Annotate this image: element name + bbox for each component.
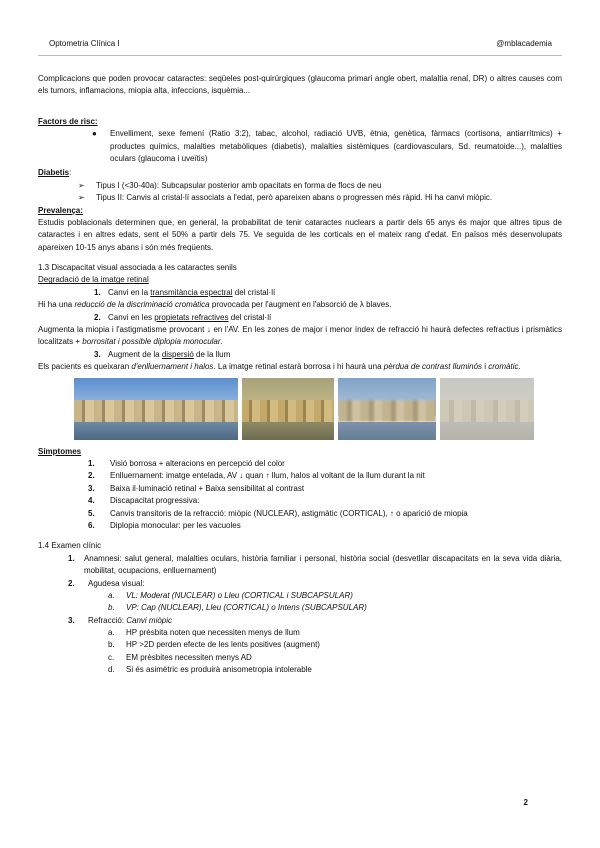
s13-paragraph-1: Hi ha una reducció de la discriminació cromàtica provocada per l'augment en l'absorció de λ blaves. [38, 300, 392, 310]
image-blurred-vision [338, 378, 436, 440]
header-title: Optometria Clínica I [49, 39, 120, 48]
exam-item-1: 1. Anamnesi: salut general, malalties oculars, història familiar i personal, història social (desvetllar discapacitats en la seva vida diària, mobilitat, ocupacions, enlluernament) [68, 553, 562, 576]
bullet-icon: ● [92, 129, 97, 139]
exam-item-3: 3. Refracció: Canvi miòpic [68, 615, 173, 625]
s13-paragraph-2: Augmenta la miopia i l'astigmatisme provocant ↓ en l'AV. En les zones de major i menor índex de refracció hi haurà defectes refractius i prismàtics localitzats + borrositat i possible diplopia monocular. [38, 325, 562, 347]
list-item: 4. Discapacitat progressiva: [88, 496, 200, 506]
header-handle: @mblacademia [496, 39, 552, 48]
section-1-3-subheading: Degradació de la imatge retinal [38, 275, 149, 285]
s13-item-3: 3. Augment de la dispersió de la llum [94, 349, 231, 359]
cataract-simulation-images [74, 378, 562, 440]
image-clear-vision [74, 378, 238, 440]
exam-item-2: 2. Agudesa visual: [68, 578, 145, 588]
refraction-sublist [108, 627, 562, 677]
risk-heading: Factors de risc: [38, 116, 98, 126]
arrow-icon: ➢ [78, 180, 85, 190]
list-item: 1. Visió borrosa + alteracions en percepció del color [88, 458, 285, 468]
visual-acuity-sublist [108, 590, 562, 615]
page-content: Complicacions que poden provocar cataractes: seqüeles post-quirúrgiques (glaucoma primari angle obert, malaltia renal, DR) o altres causes com els tumors, inflamacions, miopia alta, infeccions, isquèmia... Factors de risc: ● Envelliment, sexe femení (Ratio 3:2), tabac, alcohol, radiació UVB, ètnia, genètica, fàrmacs (cortisona, antiarrítmics) + productes químics, malalties metabòliques (diabetis), malalties sistèmiques (cardiovasculars, Sd. reumatoide...), malalties oculars (glaucoma i uveïtis) Diabetis: ➢ Tipus I (<30-40a): Subcapsular posterior amb opacitats en forma de flocs de neu ➢ Tipus II: Canvis al cristal·lí associats a l'edat, però apareixen abans o progressen més ràpid. Hi ha canvi miòpic. Prevalença: Estudis poblacionals determinen que, en general, la probabilitat de tenir cataractes nuclears a partir dels 65 anys és major que altres tipus de cataractes i en altres edats, sent el 50% a partir dels 75. Ve seguida de les corticals en el mateix rang d'edat. En països més desenvolupats apareixen 10-15 anys abans i són més freqüents. 1.3 Discapacitat visual associada a les cataractes senils Degradació de la imatge retinal 1. Canvi en la transmitància espectral del cristal·lí Hi ha una reducció de la discriminació cromàtica provocada per l'augment en l'absorció de λ blaves. 2. Canvi en les propietats refractives del cristal·lí Augmenta la miopia i l'astigmatisme provocant ↓ en l'AV. En les zones de major i menor índex de refracció hi haurà defectes refractius i prismàtics localitzats + borrositat i possible diplopia monocular. 3. Augment de la dispersió de la llum Els pacients es queixaran d'enlluernament i halos. La imatge retinal estarà borrosa i hi haurà una pèrdua de contrast lluminós i cromàtic. Símptomes 1. Visió borrosa + alteracions en percepció del color 2. Enlluernament: imatge entelada, AV ↓ quan ↑ llum, halos al voltant de la llum durant la nit 3. Baixa il·luminació retinal + Baixa sensibilitat al contrast 4. Discapacitat progressiva: 5. Canvis transitoris de la refracció: miòpic (NUCLEAR), astigmàtic (CORTICAL), ↑ o aparició de miopia 6. Diplopia monocular: per les vacuoles 1.4 Examen clínic 1. Anamnesi: salut general, malalties oculars, història familiar i personal, història social (desvetllar discapacitats en la seva vida diària, mobilitat, ocupacions, enlluernament) 2. Agudesa visual: a. VL: Moderat (NUCLEAR) o Lleu (CORTICAL i SUBCAPSULAR) b. VP: Cap (NUCLEAR), Lleu (CORTICAL) o Intens (SUBCAPSULAR) 3. Refracció: Canvi miòpic a. HP prèsbita noten que necessiten menys de llum b. HP >2D perden efecte de les lents positives (augment) c. EM prèsbites necessiten menys AD d. Si és asimètric es produirà anisometropia intolerable [38, 73, 562, 677]
list-item: b. VP: Cap (NUCLEAR), Lleu (CORTICAL) o Intens (SUBCAPSULAR) [108, 603, 367, 613]
s13-item-1: 1. Canvi en la transmitància espectral del cristal·lí [94, 287, 276, 297]
diabetes-text-1: Tipus I (<30-40a): Subcapsular posterior amb opacitats en forma de flocs de neu [96, 180, 382, 190]
prevalence-heading: Prevalença: [38, 205, 83, 215]
list-item: 3. Baixa il·luminació retinal + Baixa sensibilitat al contrast [88, 483, 305, 493]
section-1-4-title: 1.4 Examen clínic [38, 541, 102, 551]
risk-item [92, 128, 562, 165]
s13-paragraph-3: Els pacients es queixaran d'enlluernament i halos. La imatge retinal estarà borrosa i hi haurà una pèrdua de contrast lluminós i cromàtic. [38, 362, 521, 372]
risk-text: Envelliment, sexe femení (Ratio 3:2), tabac, alcohol, radiació UVB, ètnia, genètica, fàrmacs (cortisona, antiarrítmics) + productes químics, malalties metabòliques (diabetis), malalties sistèmiques (cardiovasculars, Sd. reumatoide...), malalties oculars (glaucoma i uveïtis) [110, 129, 562, 163]
list-item: b. HP >2D perden efecte de les lents positives (augment) [108, 640, 320, 650]
arrow-icon: ➢ [78, 193, 85, 203]
header-rule [38, 55, 562, 56]
s13-item-2: 2. Canvi en les propietats refractives del cristal·lí [94, 312, 272, 322]
list-item: d. Si és asimètric es produirà anisometropia intolerable [108, 665, 312, 675]
page-number: 2 [523, 798, 528, 807]
list-item: 6. Diplopia monocular: per les vacuoles [88, 520, 241, 530]
intro-paragraph: Complicacions que poden provocar cataractes: seqüeles post-quirúrgiques (glaucoma primari angle obert, malaltia renal, DR) o altres causes com els tumors, inflamacions, miopia alta, infeccions, isquèmia... [38, 74, 562, 96]
section-1-3-title: 1.3 Discapacitat visual associada a les cataractes senils [38, 263, 237, 273]
image-yellowed-vision [242, 378, 334, 440]
image-low-contrast-vision [440, 378, 534, 440]
diabetes-heading: Diabetis [38, 168, 70, 178]
list-item: 2. Enlluernament: imatge entelada, AV ↓ quan ↑ llum, halos al voltant de la llum durant la nit [88, 471, 425, 481]
diabetes-item-2 [78, 192, 562, 204]
symptoms-heading: Símptomes [38, 446, 82, 456]
diabetes-text-2: Tipus II: Canvis al cristal·lí associats a l'edat, però apareixen abans o progressen més ràpid. Hi ha canvi miòpic. [96, 193, 493, 203]
list-item: c. EM prèsbites necessiten menys AD [108, 652, 252, 662]
list-item: a. VL: Moderat (NUCLEAR) o Lleu (CORTICAL i SUBCAPSULAR) [108, 590, 353, 600]
diabetes-item-1 [78, 180, 562, 192]
prevalence-text: Estudis poblacionals determinen que, en general, la probabilitat de tenir cataractes nuclears a partir dels 65 anys és major que altres tipus de cataractes i en altres edats, sent el 50% a partir dels 75. Ve seguida de les corticals en el mateix rang d'edat. En països més desenvolupats apareixen 10-15 anys abans i són més freqüents. [38, 217, 562, 252]
list-item: a. HP prèsbita noten que necessiten menys de llum [108, 628, 300, 638]
page-header [49, 38, 552, 50]
list-item: 5. Canvis transitoris de la refracció: miòpic (NUCLEAR), astigmàtic (CORTICAL), ↑ o aparició de miopia [88, 508, 468, 518]
symptoms-list [88, 458, 562, 532]
